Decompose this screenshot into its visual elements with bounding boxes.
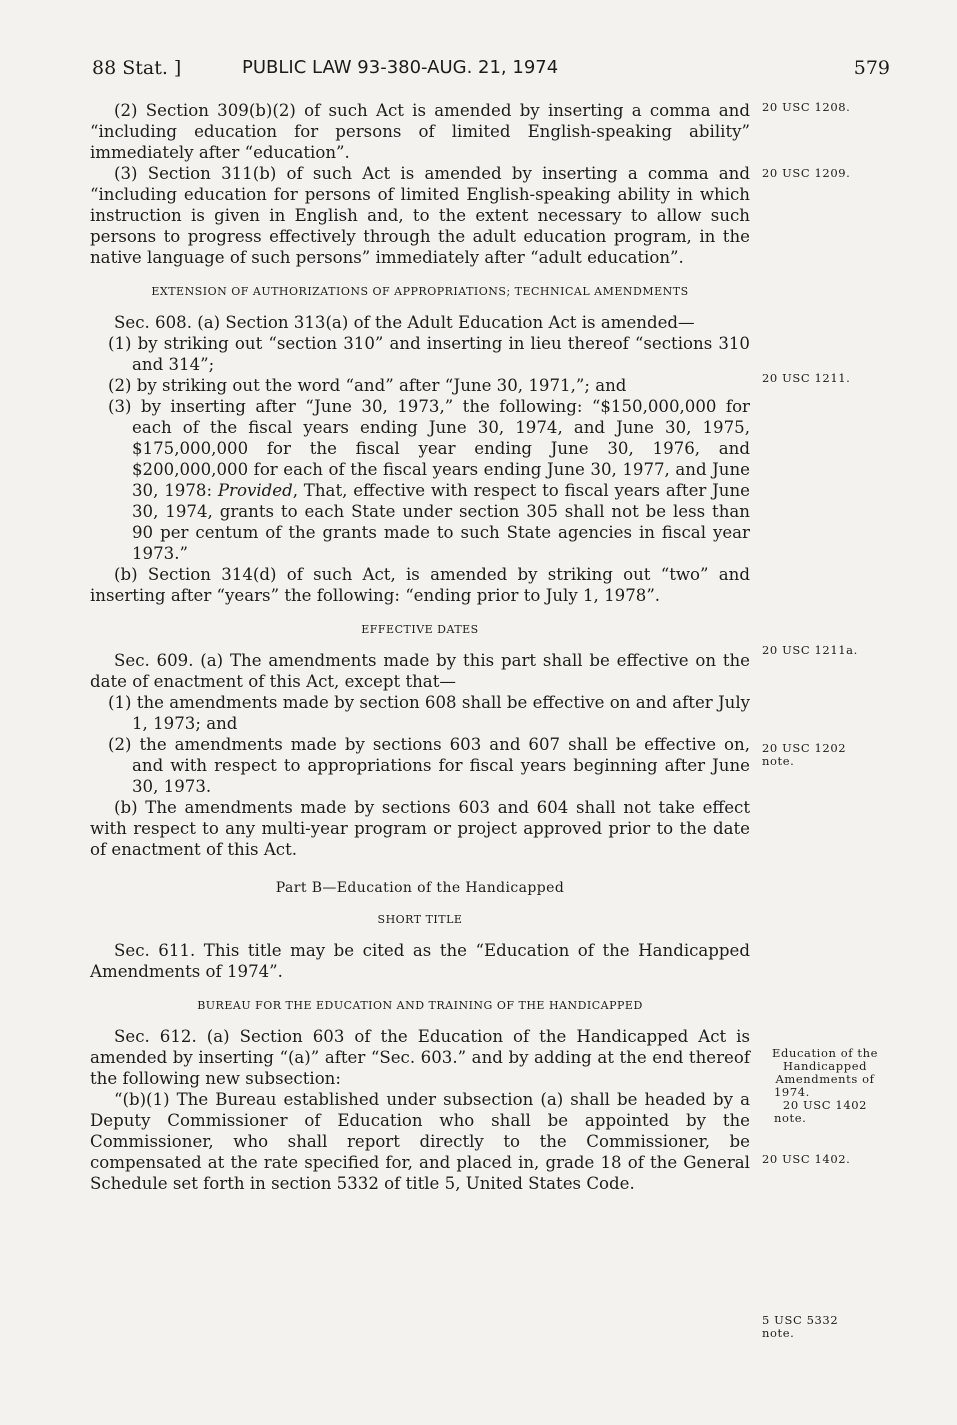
margin-note-1202 bbox=[762, 742, 846, 768]
section-608-clause-2: (2) by striking out the word “and” after “June 30, 1971,”; and bbox=[108, 376, 627, 395]
margin-note-st-line4: 1974. bbox=[774, 1085, 810, 1099]
margin-note-1402: 20 USC 1402. bbox=[762, 1152, 851, 1166]
heading-bureau: BUREAU FOR THE EDUCATION AND TRAINING OF THE HANDICAPPED bbox=[197, 999, 643, 1012]
clause-3-provided: Provided bbox=[217, 481, 293, 500]
section-608-b: (b) Section 314(d) of such Act, is amended by striking out “two” and inserting after “years” the following: “ending prior to July 1, 1978”. bbox=[90, 565, 750, 605]
section-612-b1: “(b)(1) The Bureau established under subsection (a) shall be headed by a Deputy Commissioner of Education who shall be appointed by the Commissioner, who shall report directly to the Commissioner, be compensated at the rate specified for, and placed in, grade 18 of the General Schedule set forth in section 5332 of title 5, United States Code. bbox=[90, 1090, 750, 1193]
margin-note-st-line1: Education of the bbox=[771, 1046, 878, 1060]
section-609-clause-2: (2) the amendments made by sections 603 and 607 shall be effective on, and with respect to appropriations for fiscal years beginning after June 30, 1973. bbox=[108, 735, 750, 796]
margin-note-1202-line2: note. bbox=[762, 754, 795, 768]
margin-note-1202-line1: 20 USC 1202 bbox=[762, 741, 847, 755]
margin-note-1209: 20 USC 1209. bbox=[762, 166, 851, 180]
clause-3-part-a: (3) by inserting after “June 30, 1973,” the following: “$150,000,000 for each of the fiscal years ending June 30, 1974, and June 30, 1975, $175,000,000 for the fiscal year ending June 30, 1976, and $200,000,000 for each of the fiscal years ending June 30, 1977, and June 30, 1978: bbox=[108, 397, 750, 500]
section-608-intro: Sec. 608. (a) Section 313(a) of the Adult Education Act is amended— bbox=[114, 313, 695, 332]
heading-extension-authorizations: EXTENSION OF AUTHORIZATIONS OF APPROPRIATIONS; TECHNICAL AMENDMENTS bbox=[151, 285, 689, 298]
section-609-b: (b) The amendments made by sections 603 and 604 shall not take effect with respect to any multi-year program or project approved prior to the date of enactment of this Act. bbox=[90, 798, 750, 859]
law-title: PUBLIC LAW 93-380-AUG. 21, 1974 bbox=[242, 57, 559, 78]
statute-reference: 88 Stat. ] bbox=[92, 57, 182, 79]
margin-note-st-line5: 20 USC 1402 bbox=[782, 1098, 868, 1112]
page-number: 579 bbox=[853, 57, 890, 79]
section-608-clause-1: (1) by striking out “section 310” and inserting in lieu thereof “sections 310 and 314”; bbox=[108, 334, 750, 374]
margin-note-1211: 20 USC 1211. bbox=[762, 371, 851, 385]
margin-note-1211a: 20 USC 1211a. bbox=[762, 643, 858, 657]
part-b-heading: Part B—Education of the Handicapped bbox=[275, 880, 565, 896]
paragraph-309: (2) Section 309(b)(2) of such Act is amended by inserting a comma and “including education for persons of limited English-speaking ability” immediately after “education”. bbox=[90, 101, 750, 162]
margin-note-5332 bbox=[762, 1314, 838, 1340]
main-text bbox=[90, 100, 750, 1194]
section-608-clause-3 bbox=[90, 396, 750, 564]
margin-note-st-line3: Amendments of bbox=[775, 1072, 875, 1086]
clause-3-part-b: , That, effective with respect to fiscal years after June 30, 1974, grants to each State under section 305 shall not be less than 90 per centum of the grants made to such State agencies in fiscal year 1973.” bbox=[132, 481, 750, 563]
margin-note-short-title bbox=[760, 1047, 890, 1125]
heading-effective-dates: EFFECTIVE DATES bbox=[361, 623, 479, 636]
section-609-clause-1: (1) the amendments made by section 608 shall be effective on and after July 1, 1973; and bbox=[108, 693, 750, 733]
margin-note-1208: 20 USC 1208. bbox=[762, 100, 851, 114]
margin-note-5332-line1: 5 USC 5332 bbox=[762, 1313, 839, 1327]
margin-note-st-line2: Handicapped bbox=[782, 1059, 868, 1073]
section-612-a: Sec. 612. (a) Section 603 of the Education of the Handicapped Act is amended by inserting “(a)” after “Sec. 603.” and by adding at the end thereof the following new subsection: bbox=[90, 1027, 750, 1088]
margin-note-5332-line2: note. bbox=[762, 1326, 795, 1340]
section-611: Sec. 611. This title may be cited as the “Education of the Handicapped Amendments of 1974”. bbox=[90, 941, 750, 981]
running-header bbox=[92, 57, 892, 85]
margin-note-st-line6: note. bbox=[774, 1111, 807, 1125]
paragraph-311: (3) Section 311(b) of such Act is amended by inserting a comma and “including education for persons of limited English-speaking ability in which instruction is given in English and, to the extent necessary to allow such persons to progress effectively through the adult education program, in the native language of such persons” immediately after “adult education”. bbox=[90, 164, 750, 267]
heading-short-title: SHORT TITLE bbox=[377, 913, 463, 926]
section-609-intro: Sec. 609. (a) The amendments made by this part shall be effective on the date of enactment of this Act, except that— bbox=[90, 651, 750, 691]
